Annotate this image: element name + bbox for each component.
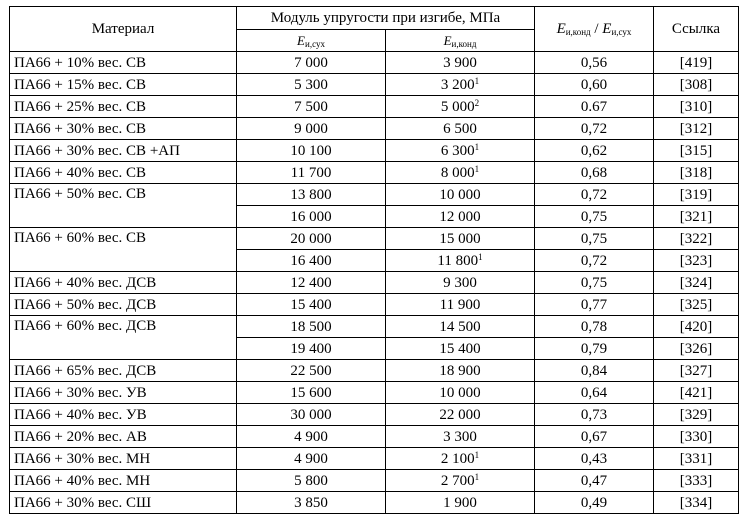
e-cond-cell	[386, 184, 535, 206]
ratio-cell: 0,56	[535, 52, 654, 74]
ratio-cell: 0,75	[535, 272, 654, 294]
material-cell: ПА66 + 50% вес. СВ	[10, 184, 237, 228]
e-cond-value: 10 000	[439, 186, 481, 203]
footnote-marker: 1	[474, 163, 480, 174]
reference-cell: [318]	[654, 162, 739, 184]
material-cell: ПА66 + 30% вес. УВ	[10, 382, 237, 404]
material-cell: ПА66 + 40% вес. УВ	[10, 404, 237, 426]
table-row	[10, 470, 739, 492]
table-row	[10, 492, 739, 514]
material-cell: ПА66 + 10% вес. СВ	[10, 52, 237, 74]
material-cell: ПА66 + 40% вес. МН	[10, 470, 237, 492]
e-dry-cell: 12 400	[237, 272, 386, 294]
e-cond-cell	[386, 228, 535, 250]
reference-cell: [325]	[654, 294, 739, 316]
table-row	[10, 74, 739, 96]
e-cond-cell	[386, 250, 535, 272]
material-cell: ПА66 + 30% вес. МН	[10, 448, 237, 470]
e-cond-value: 12 000	[439, 208, 481, 225]
e-dry-cell: 16 400	[237, 250, 386, 272]
e-dry-cell: 15 600	[237, 382, 386, 404]
reference-cell: [331]	[654, 448, 739, 470]
material-cell: ПА66 + 30% вес. СШ	[10, 492, 237, 514]
reference-cell: [308]	[654, 74, 739, 96]
table-row	[10, 96, 739, 118]
e-cond-cell	[386, 426, 535, 448]
modulus-group-header: Модуль упругости при изгибе, МПа	[237, 7, 535, 30]
e-cond-cell	[386, 360, 535, 382]
reference-cell: [315]	[654, 140, 739, 162]
e-cond-cell	[386, 470, 535, 492]
ratio-cell: 0,68	[535, 162, 654, 184]
e-dry-cell: 13 800	[237, 184, 386, 206]
e-cond-cell	[386, 206, 535, 228]
ratio-cell: 0,62	[535, 140, 654, 162]
modulus-table	[9, 6, 739, 514]
reference-cell: [321]	[654, 206, 739, 228]
e-cond-cell	[386, 52, 535, 74]
reference-cell: [329]	[654, 404, 739, 426]
e-cond-cell	[386, 162, 535, 184]
ratio-cell: 0,67	[535, 426, 654, 448]
footnote-marker: 1	[478, 251, 483, 262]
e-dry-cell: 3 850	[237, 492, 386, 514]
e-cond-cell	[386, 140, 535, 162]
e-dry-cell: 18 500	[237, 316, 386, 338]
reference-header: Ссылка	[654, 7, 739, 52]
ratio-cell: 0,72	[535, 250, 654, 272]
e-cond-cell	[386, 404, 535, 426]
ratio-cell: 0,73	[535, 404, 654, 426]
material-cell: ПА66 + 65% вес. ДСВ	[10, 360, 237, 382]
material-cell: ПА66 + 15% вес. СВ	[10, 74, 237, 96]
ratio-cell: 0,75	[535, 206, 654, 228]
footnote-marker: 1	[474, 449, 480, 460]
e-cond-value: 6 300	[440, 142, 475, 159]
table-row	[10, 382, 739, 404]
e-cond-value: 11 900	[439, 296, 481, 313]
e-cond-cell	[386, 74, 535, 96]
table-row	[10, 448, 739, 470]
e-cond-value: 10 000	[439, 384, 481, 401]
material-cell: ПА66 + 30% вес. СВ +АП	[10, 140, 237, 162]
e-dry-cell: 22 500	[237, 360, 386, 382]
material-cell: ПА66 + 50% вес. ДСВ	[10, 294, 237, 316]
e-cond-value: 2 100	[440, 450, 475, 467]
ratio-cell: 0,75	[535, 228, 654, 250]
e-dry-cell: 4 900	[237, 448, 386, 470]
reference-cell: [419]	[654, 52, 739, 74]
footnote-marker: 1	[474, 141, 480, 152]
ratio-cell: 0,77	[535, 294, 654, 316]
table-row	[10, 184, 739, 206]
e-cond-value: 14 500	[439, 318, 481, 335]
e-cond-value: 15 400	[439, 340, 481, 357]
e-cond-cell	[386, 118, 535, 140]
ratio-cell: 0,47	[535, 470, 654, 492]
e-cond-value: 11 800	[437, 252, 479, 269]
ratio-header: $E_{и,конд} / E_{и,сух}$	[535, 7, 654, 52]
header-row-1	[10, 7, 739, 30]
e-cond-cell	[386, 294, 535, 316]
e-cond-header: $E_{и,конд}$	[386, 30, 535, 52]
ratio-cell: 0,79	[535, 338, 654, 360]
e-cond-value: 6 500	[443, 120, 477, 137]
reference-cell: [330]	[654, 426, 739, 448]
reference-cell: [326]	[654, 338, 739, 360]
e-dry-cell: 5 300	[237, 74, 386, 96]
material-cell: ПА66 + 40% вес. СВ	[10, 162, 237, 184]
e-dry-cell: 7 000	[237, 52, 386, 74]
e-dry-cell: 11 700	[237, 162, 386, 184]
ratio-cell: 0,49	[535, 492, 654, 514]
footnote-marker: 2	[474, 97, 480, 108]
reference-cell: [312]	[654, 118, 739, 140]
reference-cell: [319]	[654, 184, 739, 206]
reference-cell: [323]	[654, 250, 739, 272]
reference-cell: [322]	[654, 228, 739, 250]
material-cell: ПА66 + 60% вес. СВ	[10, 228, 237, 272]
e-cond-value: 3 900	[443, 54, 477, 71]
e-cond-cell	[386, 316, 535, 338]
footnote-marker: 1	[474, 75, 480, 86]
e-dry-cell: 19 400	[237, 338, 386, 360]
e-cond-cell	[386, 382, 535, 404]
e-dry-cell: 7 500	[237, 96, 386, 118]
ratio-cell: 0,43	[535, 448, 654, 470]
e-cond-value: 1 900	[443, 494, 477, 511]
table-row	[10, 426, 739, 448]
e-cond-value: 3 300	[443, 428, 477, 445]
reference-cell: [327]	[654, 360, 739, 382]
e-cond-cell	[386, 96, 535, 118]
e-cond-value: 5 000	[440, 98, 475, 115]
e-cond-cell	[386, 338, 535, 360]
table-row	[10, 52, 739, 74]
material-cell: ПА66 + 30% вес. СВ	[10, 118, 237, 140]
material-cell: ПА66 + 25% вес. СВ	[10, 96, 237, 118]
e-dry-header: $E_{и,сух}$	[237, 30, 386, 52]
e-cond-value: 22 000	[439, 406, 481, 423]
e-cond-cell	[386, 448, 535, 470]
reference-cell: [420]	[654, 316, 739, 338]
reference-cell: [324]	[654, 272, 739, 294]
table-row	[10, 118, 739, 140]
reference-cell: [333]	[654, 470, 739, 492]
ratio-cell: 0,60	[535, 74, 654, 96]
e-dry-cell: 30 000	[237, 404, 386, 426]
ratio-cell: 0,64	[535, 382, 654, 404]
e-cond-cell	[386, 492, 535, 514]
table-row	[10, 140, 739, 162]
table-row	[10, 316, 739, 338]
e-dry-cell: 20 000	[237, 228, 386, 250]
ratio-cell: 0,78	[535, 316, 654, 338]
reference-cell: [310]	[654, 96, 739, 118]
e-cond-value: 15 000	[439, 230, 481, 247]
material-cell: ПА66 + 20% вес. АВ	[10, 426, 237, 448]
e-dry-cell: 16 000	[237, 206, 386, 228]
e-dry-cell: 15 400	[237, 294, 386, 316]
e-dry-cell: 9 000	[237, 118, 386, 140]
e-cond-value: 2 700	[440, 472, 475, 489]
ratio-cell: 0,84	[535, 360, 654, 382]
reference-cell: [421]	[654, 382, 739, 404]
ratio-cell: 0,72	[535, 184, 654, 206]
e-cond-value: 9 300	[443, 274, 477, 291]
table-row	[10, 404, 739, 426]
table-row	[10, 228, 739, 250]
material-cell: ПА66 + 60% вес. ДСВ	[10, 316, 237, 360]
e-cond-value: 3 200	[440, 76, 475, 93]
table-row	[10, 162, 739, 184]
table-row	[10, 360, 739, 382]
table-row	[10, 294, 739, 316]
table-row	[10, 272, 739, 294]
material-header: Материал	[10, 7, 237, 52]
e-cond-cell	[386, 272, 535, 294]
e-cond-value: 8 000	[440, 164, 475, 181]
footnote-marker: 1	[474, 471, 480, 482]
e-dry-cell: 10 100	[237, 140, 386, 162]
e-cond-value: 18 900	[439, 362, 481, 379]
ratio-cell: 0,72	[535, 118, 654, 140]
ratio-cell: 0.67	[535, 96, 654, 118]
e-dry-cell: 4 900	[237, 426, 386, 448]
reference-cell: [334]	[654, 492, 739, 514]
material-cell: ПА66 + 40% вес. ДСВ	[10, 272, 237, 294]
e-dry-cell: 5 800	[237, 470, 386, 492]
